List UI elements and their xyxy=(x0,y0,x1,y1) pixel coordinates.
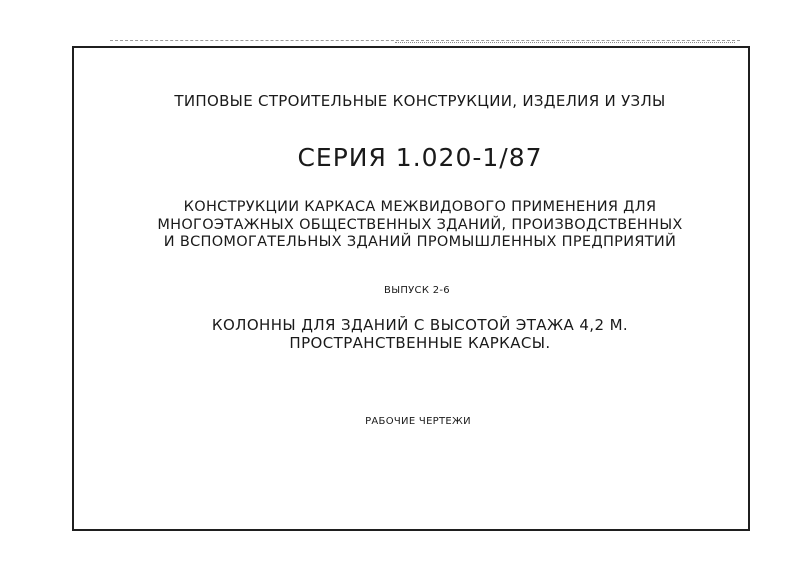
description-line: И ВСПОМОГАТЕЛЬНЫХ ЗДАНИЙ ПРОМЫШЛЕННЫХ ПРЕДПРИЯТИЙ xyxy=(163,234,677,250)
issue-number: ВЫПУСК 2-6 xyxy=(384,285,450,296)
description-line: КОНСТРУКЦИИ КАРКАСА МЕЖВИДОВОГО ПРИМЕНЕНИЯ ДЛЯ xyxy=(183,199,657,215)
subject-line: ПРОСТРАНСТВЕННЫЕ КАРКАСЫ. xyxy=(289,334,551,352)
description-line: МНОГОЭТАЖНЫХ ОБЩЕСТВЕННЫХ ЗДАНИЙ, ПРОИЗВОДСТВЕННЫХ xyxy=(157,217,683,233)
subject-line: КОЛОННЫ ДЛЯ ЗДАНИЙ С ВЫСОТОЙ ЭТАЖА 4,2 М. xyxy=(211,316,629,334)
drawing-type-label: РАБОЧИЕ ЧЕРТЕЖИ xyxy=(365,416,471,427)
document-header: ТИПОВЫЕ СТРОИТЕЛЬНЫЕ КОНСТРУКЦИИ, ИЗДЕЛИЯ И УЗЛЫ xyxy=(174,92,666,110)
scan-artifact-line xyxy=(110,40,740,41)
scan-artifact-line xyxy=(395,42,735,43)
series-title: СЕРИЯ 1.020-1/87 xyxy=(297,143,543,172)
